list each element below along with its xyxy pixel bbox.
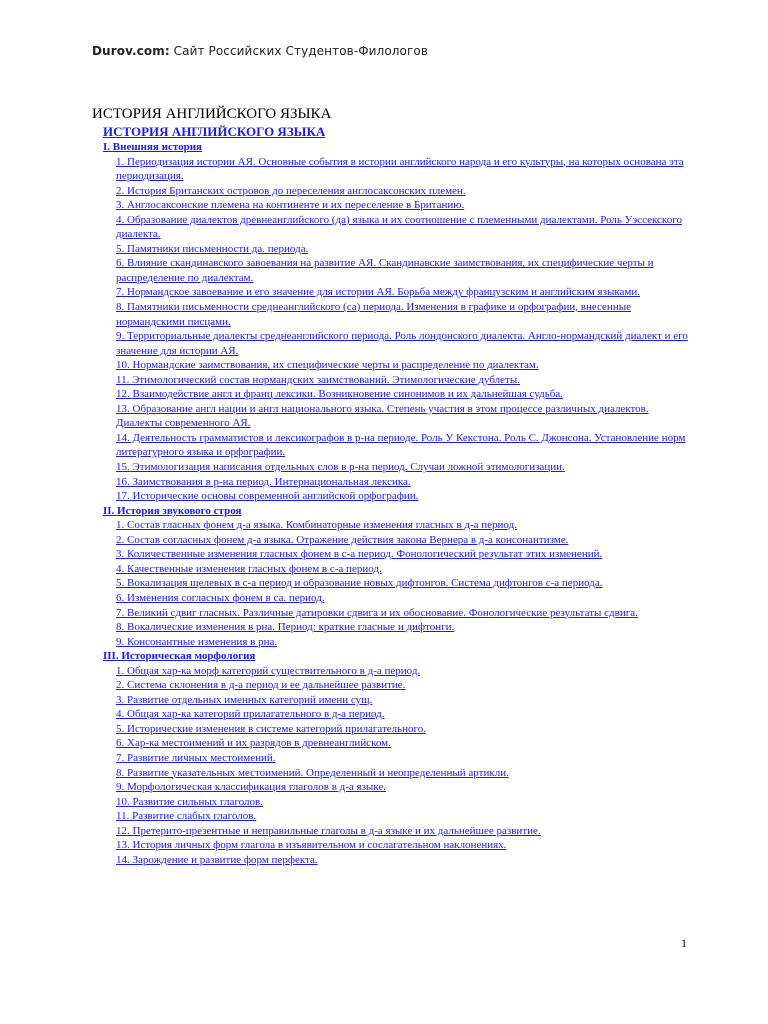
toc-item — [92, 707, 702, 722]
toc-item-link[interactable]: 1. Общая хар-ка морф категорий существительного в д-а период. — [116, 664, 421, 677]
toc-item — [92, 518, 702, 533]
toc-item — [92, 358, 702, 373]
toc-item-link[interactable]: 8. Памятники письменности среднеанглийского (са) периода. Изменения в графике и орфографии, внесенные нормандскими писцами. — [116, 301, 631, 328]
toc-item — [92, 198, 702, 213]
toc-item — [92, 635, 702, 650]
toc-item-link[interactable]: 4. Образование диалектов древнеанглийского (да) языка и их соотношение с племенными диалектами. Роль Уэссекского диалекта. — [116, 213, 682, 241]
section-heading-link[interactable]: I. Внешняя история — [103, 141, 202, 153]
toc-item — [92, 547, 702, 562]
toc-item — [92, 533, 702, 548]
section-heading-link[interactable]: II. История звукового строя — [103, 504, 242, 517]
toc-item-link[interactable]: 10. Развитие сильных глаголов. — [116, 795, 263, 808]
toc-title-link[interactable]: ИСТОРИЯ АНГЛИЙСКОГО ЯЗЫКА — [103, 124, 326, 139]
toc-item-link[interactable]: 16. Заимствования в р-на период. Интернациональная лексика. — [116, 475, 411, 488]
toc-item-link[interactable]: 5. Памятники письменности да. периода. — [116, 242, 309, 255]
toc-item-link[interactable]: 11. Развитие слабых глаголов. — [116, 810, 257, 823]
toc-item — [92, 766, 702, 781]
toc-item — [92, 838, 702, 853]
toc-item — [92, 256, 702, 285]
toc-item-link[interactable]: 9. Территориальные диалекты среднеанглийского периода. Роль лондонского диалекта. Англо-нормандский диалект и его значение для истории АЯ. — [116, 330, 688, 357]
toc-item-link[interactable]: 12. Претерито-презентные и неправильные глаголы в д-а языке и их дальнейшее развитие. — [116, 824, 541, 837]
toc-item-link[interactable]: 5. Исторические изменения в системе категорий прилагательного. — [116, 722, 427, 735]
toc-item-link[interactable]: 3. Англосаксонские племена на континенте и их переселение в Британию. — [116, 199, 465, 212]
toc-item — [92, 329, 702, 358]
toc-item — [92, 285, 702, 300]
toc-item — [92, 795, 702, 810]
toc-item-link[interactable]: 9. Морфологическая классификация глаголов в д-а языке. — [116, 781, 387, 794]
toc-item-link[interactable]: 1. Периодизация истории АЯ. Основные события в истории английского народа и его культуры, на которых основана эта периодизация. — [116, 155, 684, 183]
toc-item — [92, 402, 702, 431]
toc-item-link[interactable]: 8. Развитие указательных местоимений. Определенный и неопределенный артикли. — [116, 766, 509, 779]
toc-item-link[interactable]: 6. Хар-ка местоимений и их разрядов в древнеанглийском. — [116, 737, 391, 750]
toc-item-link[interactable]: 5. Вокализация щелевых в с-а период и образование новых дифтонгов. Система дифтонгов с-а периода. — [116, 577, 603, 590]
table-of-contents — [92, 124, 702, 867]
toc-item — [92, 693, 702, 708]
toc-item-link[interactable]: 6. Изменения согласных фонем в са. период. — [116, 591, 325, 604]
toc-item-link[interactable]: 3. Количественные изменения гласных фонем в с-а период. Фонологический результат этих изменений. — [116, 548, 603, 561]
toc-item — [92, 387, 702, 402]
toc-item-link[interactable]: 17. Исторические основы современной английской орфографии. — [116, 490, 419, 503]
toc-item-link[interactable]: 12. Взаимодействие англ и франц лексики. Возникновение синонимов и их дальнейшая судьба. — [116, 388, 563, 401]
toc-item — [92, 736, 702, 751]
toc-item — [92, 155, 702, 184]
toc-item — [92, 751, 702, 766]
toc-item — [92, 184, 702, 199]
toc-item — [92, 664, 702, 679]
toc-item-link[interactable]: 3. Развитие отдельных именных категорий имени сущ. — [116, 693, 373, 706]
page-number: 1 — [681, 936, 687, 950]
toc-item-link[interactable]: 4. Качественные изменения гласных фонем в с-а период. — [116, 562, 382, 575]
toc-item — [92, 620, 702, 635]
toc-item-link[interactable]: 13. История личных форм глагола в изъявительном и сослагательном наклонениях. — [116, 839, 507, 852]
toc-item-link[interactable]: 1. Состав гласных фонем д-а языка. Комбинаторные изменения гласных в д-а период. — [116, 519, 517, 532]
toc-item — [92, 213, 702, 242]
toc-item — [92, 460, 702, 475]
toc-item — [92, 562, 702, 577]
toc-item — [92, 300, 702, 329]
toc-item — [92, 475, 702, 490]
toc-item — [92, 431, 702, 460]
toc-item-link[interactable]: 14. Зарождение и развитие форм перфекта. — [116, 853, 318, 866]
toc-item-link[interactable]: 13. Образование англ нации и англ национального языка. Степень участия в этом процессе различных диалектов. Диалекты современного АЯ. — [116, 402, 649, 430]
toc-item — [92, 242, 702, 257]
toc-item — [92, 591, 702, 606]
toc-item-link[interactable]: 2. Система склонения в д-а период и ее дальнейшее развитие. — [116, 679, 406, 692]
toc-item — [92, 576, 702, 591]
toc-item-link[interactable]: 10. Нормандские заимствования, их специфические черты и распределение по диалектам. — [116, 359, 539, 372]
toc-item-link[interactable]: 9. Консонантные изменения в рна. — [116, 635, 278, 648]
toc-item — [92, 678, 702, 693]
toc-item-link[interactable]: 8. Вокалические изменения в рна. Период: краткие гласные и дифтонги. — [116, 621, 455, 634]
toc-item-link[interactable]: 14. Деятельность грамматистов и лексикографов в р-на периоде. Роль У Кекстона. Роль С. Джонсона. Установление норм литературного языка и орфографии. — [116, 431, 686, 459]
toc-item-link[interactable]: 2. Состав согласных фонем д-а языка. Отражение действия закона Вернера в д-а консонантизме. — [116, 533, 569, 546]
toc-item-link[interactable]: 7. Нормандское завоевание и его значение для истории АЯ. Борьба между французским и английским языками. — [116, 286, 640, 299]
toc-item — [92, 489, 702, 504]
toc-item — [92, 780, 702, 795]
toc-item-link[interactable]: 2. История Британских островов до переселения англосаксонских племен. — [116, 184, 466, 197]
toc-item-link[interactable]: 7. Великий сдвиг гласных. Различные датировки сдвига и их обоснование. Фонологические результаты сдвига. — [116, 606, 638, 619]
site-subtitle: Сайт Российских Студентов-Филологов — [169, 44, 429, 58]
toc-item-link[interactable]: 6. Влияние скандинавского завоевания на развитие АЯ. Скандинавские заимствования, их специфические черты и распределение по диалектам. — [116, 257, 654, 284]
toc-item-link[interactable]: 11. Этимологический состав нормандских заимствований. Этимологические дублеты. — [116, 373, 520, 386]
toc-item — [92, 606, 702, 621]
toc-item — [92, 853, 702, 868]
toc-item — [92, 722, 702, 737]
toc-item — [92, 824, 702, 839]
section-heading-link[interactable]: III. Историческая морфология — [103, 650, 256, 663]
toc-item-link[interactable]: 4. Общая хар-ка категорий прилагательного в д-а период. — [116, 708, 385, 721]
toc-item — [92, 373, 702, 388]
toc-item — [92, 809, 702, 824]
document-title: ИСТОРИЯ АНГЛИЙСКОГО ЯЗЫКА — [92, 106, 332, 122]
toc-item-link[interactable]: 7. Развитие личных местоимений. — [116, 751, 276, 764]
toc-item-link[interactable]: 15. Этимологизация написания отдельных слов в р-на период. Случаи ложной этимологизации. — [116, 461, 565, 474]
site-header — [92, 44, 428, 58]
site-name: Durov.com: — [92, 44, 170, 58]
